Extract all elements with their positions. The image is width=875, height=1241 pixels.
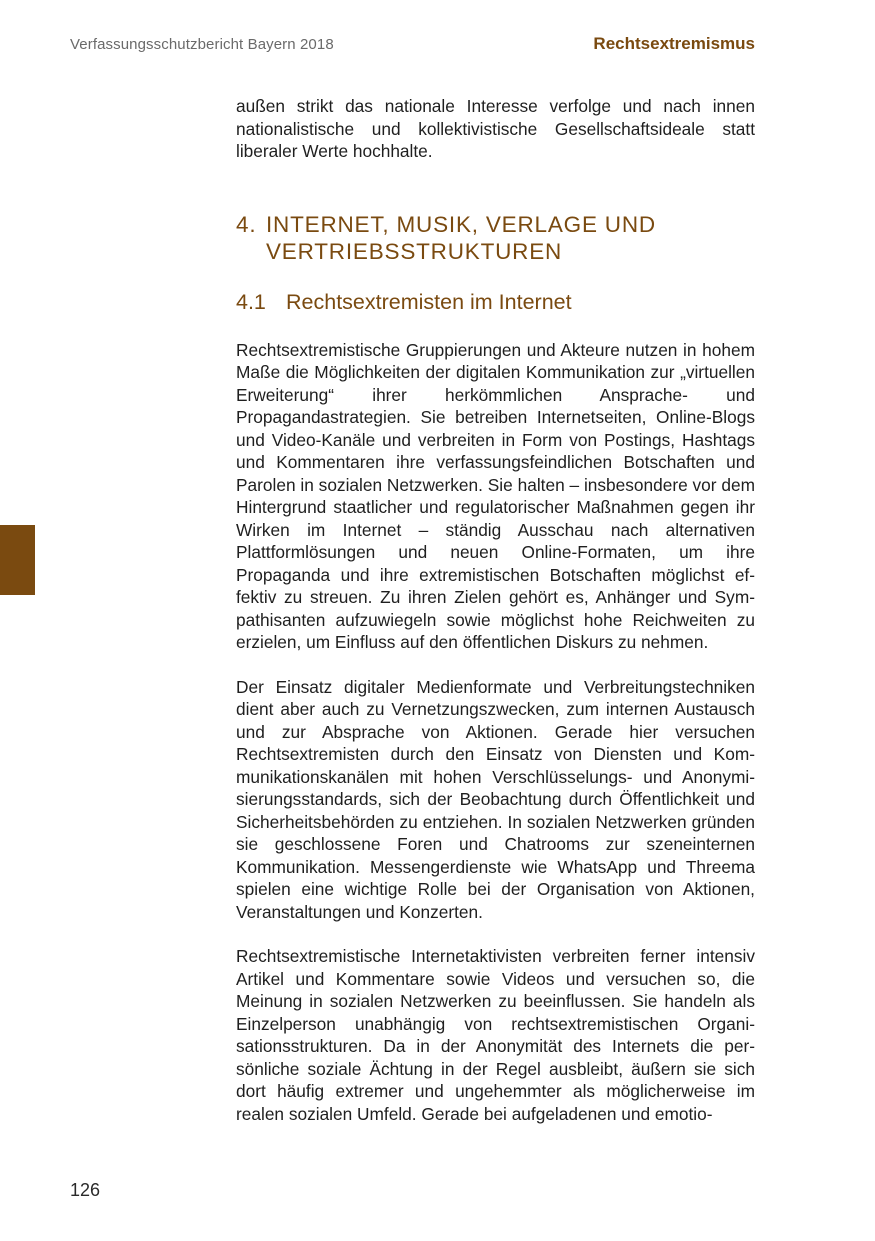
chapter-title: INTERNET, MUSIK, VERLAGE UND VERTRIEBSSTRUKTUREN <box>266 211 656 264</box>
body-text <box>236 339 755 1126</box>
body-paragraph: Der Einsatz digitaler Medienformate und Verbreitungstechniken dient aber auch zu Vernetzungszwecken, zum internen Austausch und zur Absprache von Aktionen. Gerade hier versuchen Rechtsextremisten durch den Einsatz von Diensten und Kommunikationskanälen mit hohen Verschlüsselungs- und Anonymisierungsstandards, sich der Beobachtung durch Öffentlichkeit und Sicherheitsbehörden zu entziehen. In sozialen Netzwerken gründen sie geschlossene Foren und Chatrooms zur szeneinternen Kommunikation. Messengerdienste wie WhatsApp und Threema spielen eine wichtige Rolle bei der Organisation von Aktionen, Veranstaltungen und Konzerten. <box>236 676 755 922</box>
running-header-section: Rechtsextremismus <box>593 34 755 53</box>
page-number: 126 <box>70 1180 101 1200</box>
section-heading <box>236 289 755 315</box>
section-number: 4.1 <box>236 289 266 314</box>
running-header-publication: Verfassungsschutzbericht Bayern 2018 <box>70 36 334 53</box>
body-paragraph: Rechtsextremistische Gruppierungen und Akteure nutzen in hohem Maße die Möglichkeiten der digitalen Kommunikation zur „virtuellen Erweiterung“ ihrer herkömmlichen Ansprache- und Propagandastrategien. Sie betreiben Internetseiten, Online-Blogs und Video-Kanäle und verbreiten in Form von Postings, Hashtags und Kommentaren ihre verfassungsfeindlichen Botschaften und Parolen in sozialen Netzwerken. Sie halten – insbesondere vor dem Hintergrund staatlicher und regulatorischer Maßnahmen gegen ihr Wirken im Internet – ständig Ausschau nach alternativen Plattformlösungen und neuen Online-Formaten, um ihre Propaganda und ihre extremistischen Botschaften möglichst effektiv zu streuen. Zu ihren Zielen gehört es, Anhänger und Sympathisanten aufzuwiegeln sowie möglichst hohe Reichweiten zu erzielen, um Einfluss auf den öffentlichen Diskurs zu nehmen. <box>236 339 755 652</box>
chapter-marker-tab <box>0 525 35 595</box>
section-title: Rechtsextremisten im Internet <box>286 289 572 314</box>
main-text-column <box>236 95 755 1125</box>
chapter-heading <box>236 211 755 265</box>
body-paragraph: Rechtsextremistische Internetaktivisten verbreiten ferner intensiv Artikel und Kommentare sowie Videos und versuchen so, die Meinung in sozialen Netzwerken zu beeinflussen. Sie handeln als Einzelperson unabhängig von rechtsextremistischen Organisationsstrukturen. Da in der Anonymität des Internets die persönliche soziale Ächtung in der Regel ausbleibt, äußern sie sich dort häufig extremer und ungehemmter als möglicherweise im realen sozialen Umfeld. Gerade bei aufgeladenen und emotio- <box>236 946 755 1124</box>
intro-paragraph: außen strikt das nationale Interesse verfolge und nach innen nationalistische und kollektivistische Gesellschaftsideale statt liberaler Werte hochhalte. <box>236 96 755 161</box>
chapter-number: 4. <box>236 211 257 237</box>
